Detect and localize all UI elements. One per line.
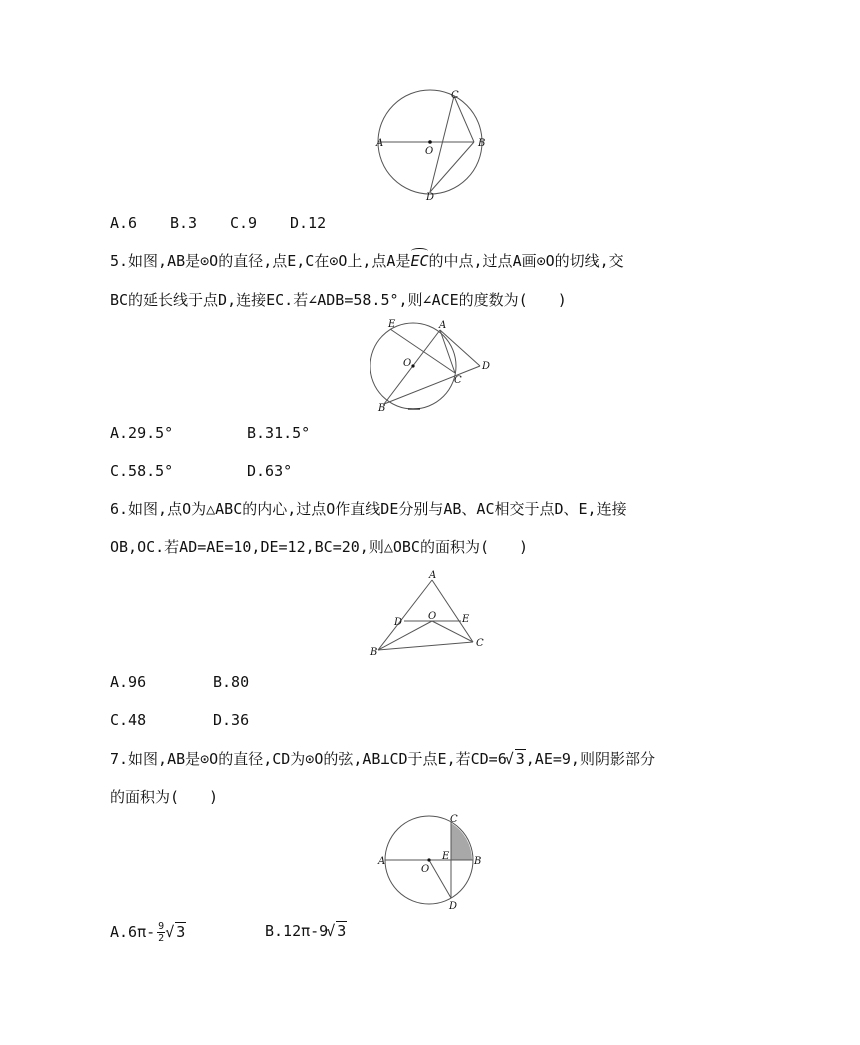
q6-option-a: A.96	[110, 673, 147, 691]
q5-text-pre: 5.如图,AB是⊙O的直径,点E,C在⊙O上,点A是	[110, 252, 411, 270]
q4-figure	[370, 88, 490, 203]
q7-label-o: O	[421, 864, 430, 875]
q7-option-a-fraction	[157, 921, 165, 944]
q5-option-c: C.58.5°	[110, 462, 174, 480]
q7-option-a-radicand: 3	[176, 923, 186, 941]
q6-text-line2: OB,OC.若AD=AE=10,DE=12,BC=20,则△OBC的面积为( )	[110, 538, 529, 556]
q4-option-d: D.12	[290, 214, 327, 232]
q4-option-a: A.6	[110, 214, 138, 232]
q7-sqrt-radicand: 3	[515, 750, 525, 768]
q7-label-d: D	[449, 901, 458, 912]
q6-label-e: E	[462, 614, 470, 625]
q5-label-c: C	[454, 375, 462, 386]
q6-option-c: C.48	[110, 711, 147, 729]
q5-label-e: E	[388, 319, 396, 330]
q6-label-a: A	[429, 570, 437, 581]
q6-figure	[365, 566, 495, 660]
q7-text-line2: 的面积为( )	[110, 788, 219, 806]
q7-option-b	[265, 921, 347, 941]
q4-label-o: O	[425, 146, 434, 157]
q6-text-line1: 6.如图,点O为△ABC的内心,过点O作直线DE分别与AB、AC相交于点D、E,连接	[110, 500, 627, 518]
q6-label-d: D	[394, 617, 403, 628]
q4-circle-diagram	[370, 88, 490, 203]
q6-triangle-diagram	[365, 566, 495, 660]
q7-text-line1	[110, 749, 655, 769]
q6-label-o: O	[428, 611, 437, 622]
q6-label-c: C	[476, 638, 484, 649]
q4-option-b: B.3	[170, 214, 198, 232]
q4-option-c: C.9	[230, 214, 258, 232]
q5-text-line2: BC的延长线于点D,连接EC.若∠ADB=58.5°,则∠ACE的度数为( )	[110, 291, 567, 309]
q5-label-a: A	[439, 320, 447, 331]
q6-option-b: B.80	[213, 673, 250, 691]
q7-label-e: E	[442, 851, 450, 862]
q7-option-a-numerator: 9	[158, 921, 165, 932]
q5-arc-ec: EC	[410, 252, 429, 270]
q6-label-b: B	[370, 647, 378, 658]
q7-label-b: B	[474, 856, 482, 867]
q5-figure	[370, 316, 500, 416]
q5-option-d: D.63°	[247, 462, 293, 480]
q5-label-d: D	[482, 361, 491, 372]
q7-option-a-pre: A.6π-	[110, 923, 156, 941]
q5-label-o: O	[403, 358, 412, 369]
q5-option-b: B.31.5°	[247, 424, 311, 442]
q7-text-pre: 7.如图,AB是⊙O的直径,CD为⊙O的弦,AB⊥CD于点E,若CD=6	[110, 750, 507, 768]
q7-option-b-sqrt	[328, 921, 347, 941]
q7-text-post: ,AE=9,则阴影部分	[525, 750, 655, 768]
q5-label-b: B	[378, 403, 386, 414]
q7-figure	[373, 812, 493, 914]
q7-label-c: C	[450, 814, 458, 825]
q5-text-line1	[110, 251, 624, 271]
q4-label-b: B	[478, 138, 486, 149]
q5-text-post: 的中点,过点A画⊙O的切线,交	[428, 252, 624, 270]
q7-sqrt	[507, 749, 526, 769]
q5-circle-diagram	[370, 316, 500, 416]
q4-label-a: A	[376, 138, 384, 149]
q7-option-a-denominator: 2	[158, 933, 165, 944]
q4-label-c: C	[451, 90, 459, 101]
q7-option-b-pre: B.12π-9	[265, 922, 329, 940]
q7-circle-diagram	[373, 812, 493, 914]
q6-option-d: D.36	[213, 711, 250, 729]
q7-option-a	[110, 921, 186, 944]
q7-option-a-sqrt	[167, 922, 186, 942]
q7-label-a: A	[378, 856, 386, 867]
q4-label-d: D	[426, 192, 435, 203]
q5-option-a: A.29.5°	[110, 424, 174, 442]
q7-option-b-radicand: 3	[337, 922, 347, 940]
